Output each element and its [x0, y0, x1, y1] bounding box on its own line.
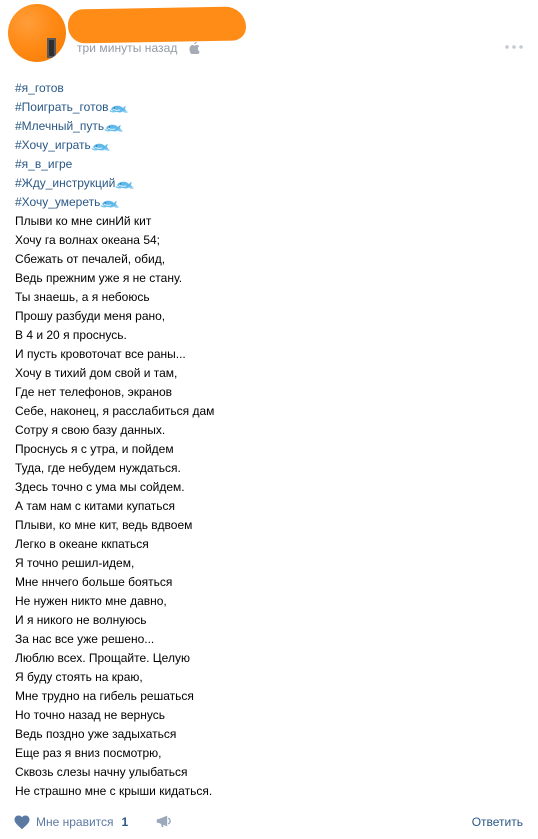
post-text-line-content: Плыви, ко мне кит, ведь вдвоем	[15, 518, 193, 532]
post-text-line-content: Хочу га волнах океана 54;	[15, 233, 160, 247]
post-text-line	[15, 535, 515, 554]
post-text-line	[15, 649, 515, 668]
whale-emoji-icon	[104, 121, 123, 133]
reply-button[interactable]: Ответить	[471, 815, 523, 829]
post-text-line	[15, 592, 515, 611]
post-text-line	[15, 516, 515, 535]
post-text-line-content: Ведь поздно уже задыхаться	[15, 727, 177, 741]
author-avatar[interactable]	[8, 4, 66, 62]
post-text-line	[15, 212, 515, 231]
post-text-line-content: Плыви ко мне синИй кит	[15, 214, 152, 228]
post-text-line	[15, 573, 515, 592]
hashtag-line	[15, 193, 515, 212]
post-text-line	[15, 630, 515, 649]
post-text-line	[15, 782, 515, 801]
post-text-line-content: В 4 и 20 я проснусь.	[15, 328, 127, 342]
hashtag-link[interactable]: #Хочу_умереть	[15, 195, 101, 209]
post-text-line-content: Туда, где небудем нуждаться.	[15, 461, 181, 475]
post-text-line-content: Сотру я свою базу данных.	[15, 423, 166, 437]
hashtag-line	[15, 136, 515, 155]
whale-emoji-icon	[109, 102, 128, 114]
post-text-line	[15, 725, 515, 744]
like-button[interactable]	[14, 810, 128, 834]
post-lines	[15, 79, 515, 801]
post-text-line-content: Ведь прежним уже я не стану.	[15, 271, 183, 285]
post-text-line	[15, 459, 515, 478]
hashtag-link[interactable]: #я_в_игре	[15, 157, 73, 171]
whale-emoji-icon	[91, 140, 110, 152]
post-text-line	[15, 497, 515, 516]
post-text-line-content: Еще раз я вниз посмотрю,	[15, 746, 162, 760]
post-text-line-content: Мне трудно на гибель решаться	[15, 689, 194, 703]
post-text-line-content: Себе, наконец, я расслабиться дам	[15, 404, 215, 418]
post-text-line-content: Ты знаешь, а я небоюсь	[15, 290, 150, 304]
post-text-line	[15, 307, 515, 326]
post-text-line	[15, 478, 515, 497]
post-text	[15, 79, 515, 801]
post-text-line	[15, 250, 515, 269]
post-text-line	[15, 288, 515, 307]
hashtag-line	[15, 98, 515, 117]
post-text-line-content: И пусть кровоточат все раны...	[15, 347, 186, 361]
post-text-line-content: Я буду стоять на краю,	[15, 670, 143, 684]
hashtag-link[interactable]: #я_готов	[15, 81, 64, 95]
like-count: 1	[121, 815, 129, 829]
post-text-line-content: Где нет телефонов, экранов	[15, 385, 173, 399]
hashtag-line	[15, 155, 515, 174]
post-text-line	[15, 440, 515, 459]
post-text-line	[15, 326, 515, 345]
post-text-line-content: Люблю всех. Прощайте. Целую	[15, 651, 190, 665]
like-label: Мне нравится	[36, 815, 114, 829]
heart-icon	[14, 815, 30, 830]
post-text-line	[15, 554, 515, 573]
post-text-line-content: А там нам с китами купаться	[15, 499, 175, 513]
post-text-line-content: Проснусь я с утра, и пойдем	[15, 442, 174, 456]
whale-emoji-icon	[100, 197, 119, 209]
apple-icon	[189, 42, 200, 54]
post-text-line-content: Но точно назад не вернусь	[15, 708, 165, 722]
post-text-line	[15, 421, 515, 440]
post-text-line-content: Хочу в тихий дом свой и там,	[15, 366, 178, 380]
hashtag-link[interactable]: #Поиграть_готов	[15, 100, 109, 114]
post-text-line-content: Не страшно мне с крыши кидаться.	[15, 784, 213, 798]
post-text-line	[15, 269, 515, 288]
avatar-phone-mark	[47, 38, 56, 58]
post-text-line	[15, 763, 515, 782]
post-text-line	[15, 231, 515, 250]
post-text-line-content: Легко в океане ккпаться	[15, 537, 149, 551]
post-text-line	[15, 364, 515, 383]
post-text-line-content: За нас все уже решено...	[15, 632, 155, 646]
hashtag-link[interactable]: #Хочу_играть	[15, 138, 91, 152]
post-text-line	[15, 383, 515, 402]
post-time[interactable]: три минуты назад	[77, 41, 178, 55]
post-text-line	[15, 668, 515, 687]
hashtag-line	[15, 117, 515, 136]
post-text-line-content: Я точно решил-идем,	[15, 556, 135, 570]
post-text-line	[15, 611, 515, 630]
hashtag-line	[15, 174, 515, 193]
redacted-author-name	[68, 6, 247, 43]
whale-emoji-icon	[115, 178, 134, 190]
hashtag-link[interactable]: #Млечный_путь	[15, 119, 105, 133]
post-text-line-content: Не нужен никто мне давно,	[15, 594, 167, 608]
post-text-line-content: Сбежать от печалей, обид,	[15, 252, 166, 266]
post-text-line-content: И я никого не волнуюсь	[15, 613, 147, 627]
post-text-line-content: Мне ннчего больше бояться	[15, 575, 173, 589]
post-text-line	[15, 687, 515, 706]
post-text-line	[15, 744, 515, 763]
hashtag-link[interactable]: #Жду_инструкций	[15, 176, 116, 190]
more-dots-icon[interactable]	[503, 39, 525, 55]
hashtag-line	[15, 79, 515, 98]
megaphone-icon[interactable]	[156, 813, 172, 829]
post-text-line	[15, 402, 515, 421]
post-text-line	[15, 706, 515, 725]
post-actions	[0, 807, 538, 839]
post-text-line-content: Прошу разбуди меня рано,	[15, 309, 166, 323]
post-text-line	[15, 345, 515, 364]
post-header	[0, 0, 538, 72]
post-text-line-content: Здесь точно с ума мы сойдем.	[15, 480, 185, 494]
post-text-line-content: Сквозь слезы начну улыбаться	[15, 765, 188, 779]
